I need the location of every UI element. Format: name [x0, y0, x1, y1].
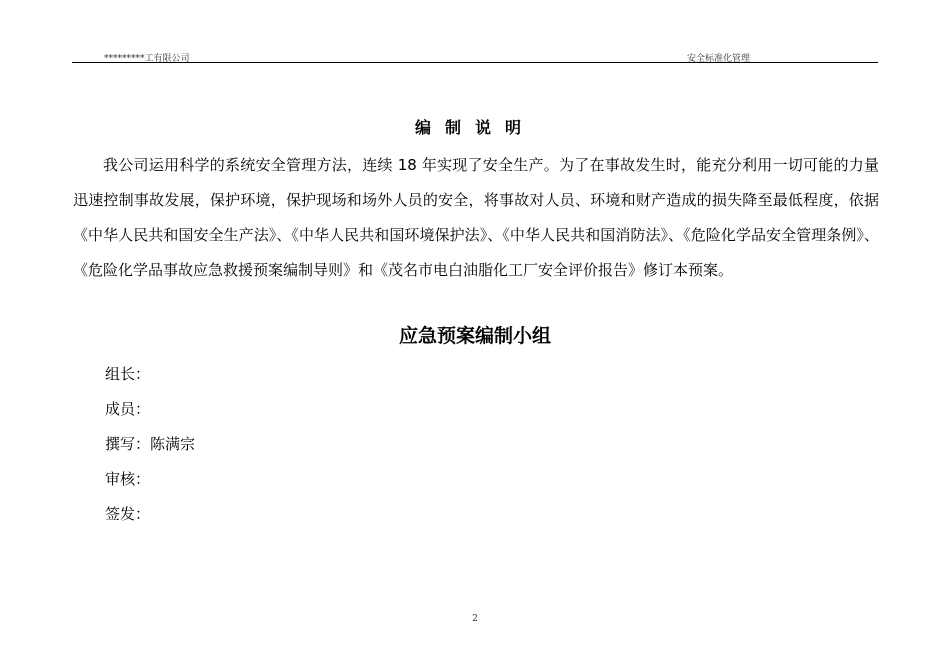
header-section: 安全标准化管理: [687, 54, 751, 64]
member-row-issuer: [105, 500, 195, 535]
member-list: [105, 360, 195, 535]
body-paragraph: 我公司运用科学的系统安全管理方法，连续 18 年实现了安全生产。为了在事故发生时，能充分利用一切可能的力量迅速控制事故发展，保护环境，保护现场和场外人员的安全，将事故对人员、环境和财产造成的损失降至最低程度，依据《中华人民共和国安全生产法》、《中华人民共和国环境保护法》、《中华人民共和国消防法》、《危险化学品安全管理条例》、《危险化学品事故应急救援预案编制导则》和《茂名市电白油脂化工厂安全评价报告》修订本预案。: [73, 156, 879, 279]
page-title: 编制说明: [414, 118, 535, 137]
header-company: *********工有限公司: [104, 54, 190, 64]
member-role: 组长：: [105, 365, 151, 383]
page-number: 2: [472, 614, 478, 624]
header-divider: [72, 62, 878, 63]
member-row-leader: [105, 360, 195, 395]
member-role: 审核：: [105, 470, 151, 488]
member-role: 撰写：: [105, 435, 151, 453]
member-row-members: [105, 395, 195, 430]
member-role: 成员：: [105, 400, 151, 418]
member-name: 陈满宗: [150, 435, 196, 453]
member-role: 签发：: [105, 505, 151, 523]
member-row-author: [105, 430, 195, 465]
section-subtitle: 应急预案编制小组: [398, 325, 551, 347]
member-row-reviewer: [105, 465, 195, 500]
